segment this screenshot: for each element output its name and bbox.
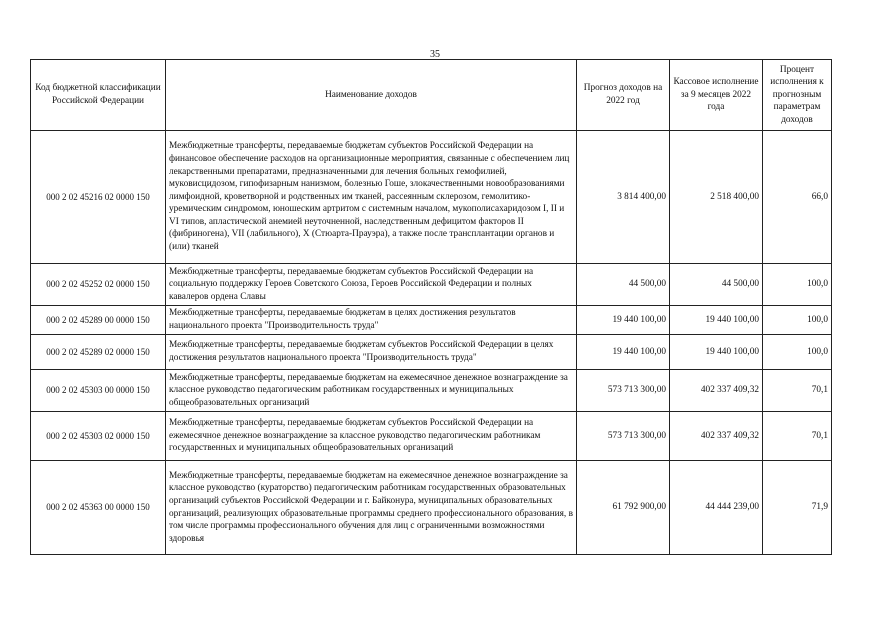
row-execution: 44 500,00 [670, 264, 763, 306]
header-percent: Процент исполнения к прогнозным параметрам доходов [763, 60, 832, 131]
row-code: 000 2 02 45363 00 0000 150 [31, 461, 166, 555]
table-row [31, 335, 832, 370]
row-forecast: 573 713 300,00 [577, 370, 670, 412]
row-execution: 2 518 400,00 [670, 131, 763, 264]
row-code: 000 2 02 45289 02 0000 150 [31, 335, 166, 370]
row-forecast: 19 440 100,00 [577, 335, 670, 370]
row-percent: 66,0 [763, 131, 832, 264]
row-name: Межбюджетные трансферты, передаваемые бюджетам на ежемесячное денежное вознаграждение за классное руководство (кураторство) педагогическим работникам государственных образовательных организаций субъектов Российской Федерации и г. Байконура, муниципальных образовательных организаций, реализующих образовательные программы среднего профессионального образования, в том числе программы профессионального обучения для лиц с ограниченными возможностями здоровья [166, 461, 577, 555]
row-percent: 71,9 [763, 461, 832, 555]
row-percent: 100,0 [763, 335, 832, 370]
table-row [31, 370, 832, 412]
row-name: Межбюджетные трансферты, передаваемые бюджетам субъектов Российской Федерации на финансовое обеспечение расходов на организационные мероприятия, связанные с обеспечением лиц лекарственными препаратами, предназначенными для лечения больных гемофилией, муковисцидозом, гипофизарным нанизмом, болезнью Гоше, злокачественными новообразованиями лимфоидной, кроветворной и родственных им тканей, рассеянным склерозом, гемолитико-уремическим синдромом, юношеским артритом с системным началом, мукополисахаридозом I, II и VI типов, апластической анемией неуточненной, наследственным дефицитом факторов II (фибриногена), VII (лабильного), X (Стюарта-Прауэра), а также после трансплантации органов и (или) тканей [166, 131, 577, 264]
revenue-table [30, 59, 832, 555]
row-code: 000 2 02 45216 02 0000 150 [31, 131, 166, 264]
row-forecast: 44 500,00 [577, 264, 670, 306]
header-name: Наименование доходов [166, 60, 577, 131]
table-row [31, 264, 832, 306]
row-percent: 70,1 [763, 370, 832, 412]
row-forecast: 573 713 300,00 [577, 412, 670, 461]
row-code: 000 2 02 45303 02 0000 150 [31, 412, 166, 461]
header-execution: Кассовое исполнение за 9 месяцев 2022 года [670, 60, 763, 131]
table-header-row [31, 60, 832, 131]
table-row [31, 461, 832, 555]
page-number: 35 [430, 49, 440, 60]
row-execution: 19 440 100,00 [670, 335, 763, 370]
row-name: Межбюджетные трансферты, передаваемые бюджетам в целях достижения результатов национального проекта "Производительность труда" [166, 306, 577, 335]
table-row [31, 306, 832, 335]
row-name: Межбюджетные трансферты, передаваемые бюджетам субъектов Российской Федерации на социальную поддержку Героев Советского Союза, Героев Российской Федерации и полных кавалеров ордена Славы [166, 264, 577, 306]
row-name: Межбюджетные трансферты, передаваемые бюджетам субъектов Российской Федерации в целях достижения результатов национального проекта "Производительность труда" [166, 335, 577, 370]
row-execution: 44 444 239,00 [670, 461, 763, 555]
row-name: Межбюджетные трансферты, передаваемые бюджетам субъектов Российской Федерации на ежемесячное денежное вознаграждение за классное руководство педагогическим работникам государственных и муниципальных общеобразовательных организаций [166, 412, 577, 461]
row-execution: 402 337 409,32 [670, 412, 763, 461]
row-code: 000 2 02 45289 00 0000 150 [31, 306, 166, 335]
row-code: 000 2 02 45252 02 0000 150 [31, 264, 166, 306]
row-forecast: 3 814 400,00 [577, 131, 670, 264]
header-forecast: Прогноз доходов на 2022 год [577, 60, 670, 131]
row-percent: 70,1 [763, 412, 832, 461]
row-code: 000 2 02 45303 00 0000 150 [31, 370, 166, 412]
header-code: Код бюджетной классификации Российской Федерации [31, 60, 166, 131]
row-name: Межбюджетные трансферты, передаваемые бюджетам на ежемесячное денежное вознаграждение за классное руководство педагогическим работникам государственных и муниципальных общеобразовательных организаций [166, 370, 577, 412]
table-row [31, 412, 832, 461]
row-percent: 100,0 [763, 264, 832, 306]
row-percent: 100,0 [763, 306, 832, 335]
row-execution: 402 337 409,32 [670, 370, 763, 412]
row-forecast: 19 440 100,00 [577, 306, 670, 335]
row-execution: 19 440 100,00 [670, 306, 763, 335]
row-forecast: 61 792 900,00 [577, 461, 670, 555]
table-row [31, 131, 832, 264]
